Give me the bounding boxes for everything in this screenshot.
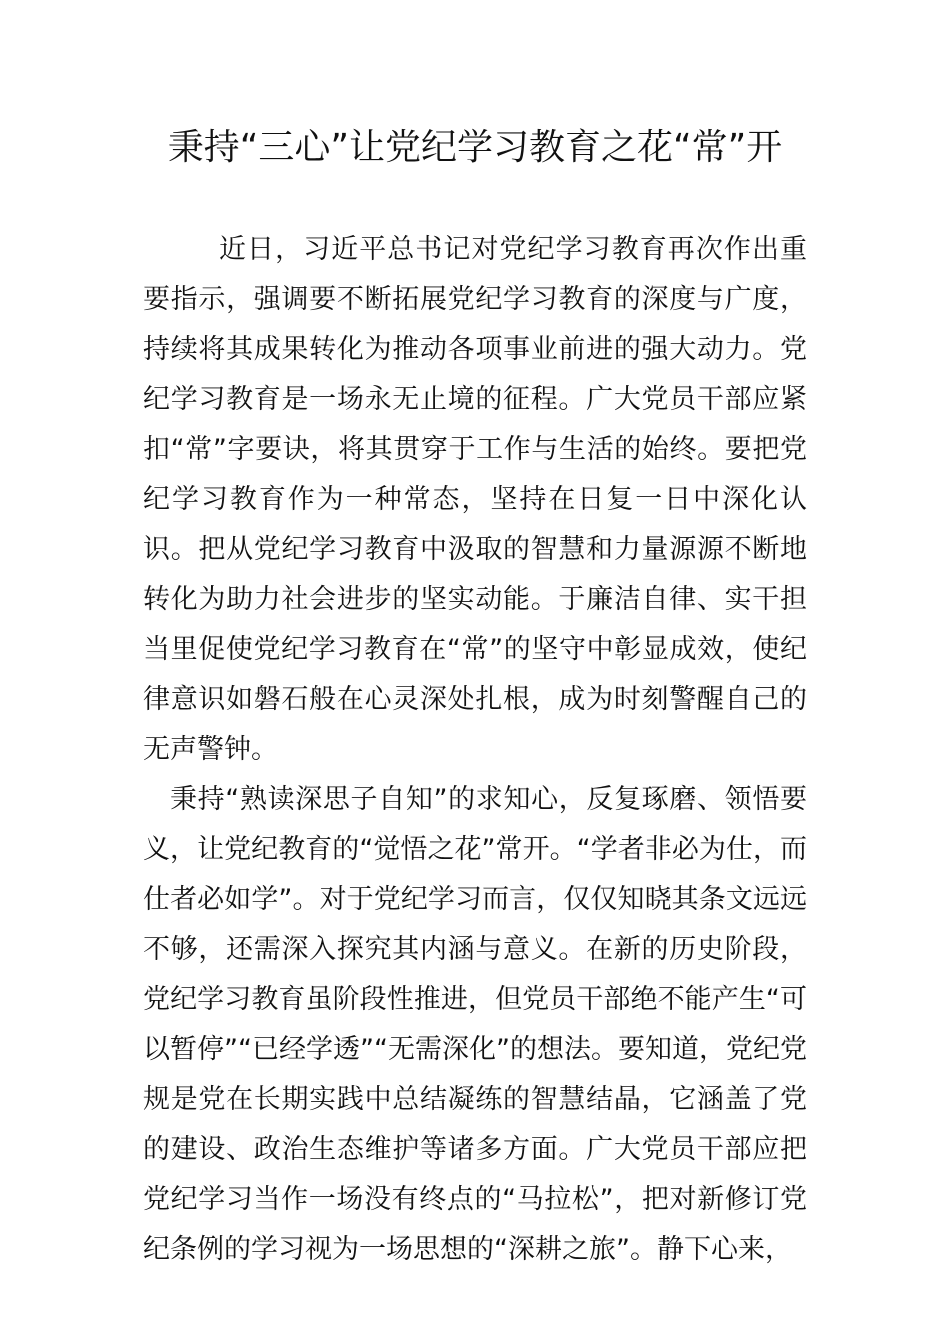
paragraph-1: 近日，习近平总书记对党纪学习教育再次作出重要指示，强调要不断拓展党纪学习教育的深度与广度，持续将其成果转化为推动各项事业前进的强大动力。党纪学习教育是一场永无止境的征程。广大党员干部应紧扣“常”字要诀，将其贯穿于工作与生活的始终。要把党纪学习教育作为一种常态，坚持在日复一日中深化认识。把从党纪学习教育中汲取的智慧和力量源源不断地转化为助力社会进步的坚实动能。于廉洁自律、实干担当里促使党纪学习教育在“常”的坚守中彰显成效，使纪律意识如磐石般在心灵深处扎根，成为时刻警醒自己的无声警钟。 — [143, 234, 807, 765]
document-title: 秉持“三心”让党纪学习教育之花“常”开 — [167, 127, 783, 168]
paragraph-2: 秉持“熟读深思子自知”的求知心，反复琢磨、领悟要义，让党纪教育的“觉悟之花”常开。“学者非必为仕，而仕者必如学”。对于党纪学习而言，仅仅知晓其条文远远不够，还需深入探究其内涵与意义。在新的历史阶段，党纪学习教育虽阶段性推进，但党员干部绝不能产生“可以暂停”“已经学透”“无需深化”的想法。要知道，党纪党规是党在长期实践中总结凝练的智慧结晶，它涵盖了党的建设、政治生态维护等诸多方面。广大党员干部应把党纪学习当作一场没有终点的“马拉松”，把对新修订党纪条例的学习视为一场思想的“深耕之旅”。静下心来， — [143, 784, 807, 1265]
document-body — [143, 225, 807, 1275]
